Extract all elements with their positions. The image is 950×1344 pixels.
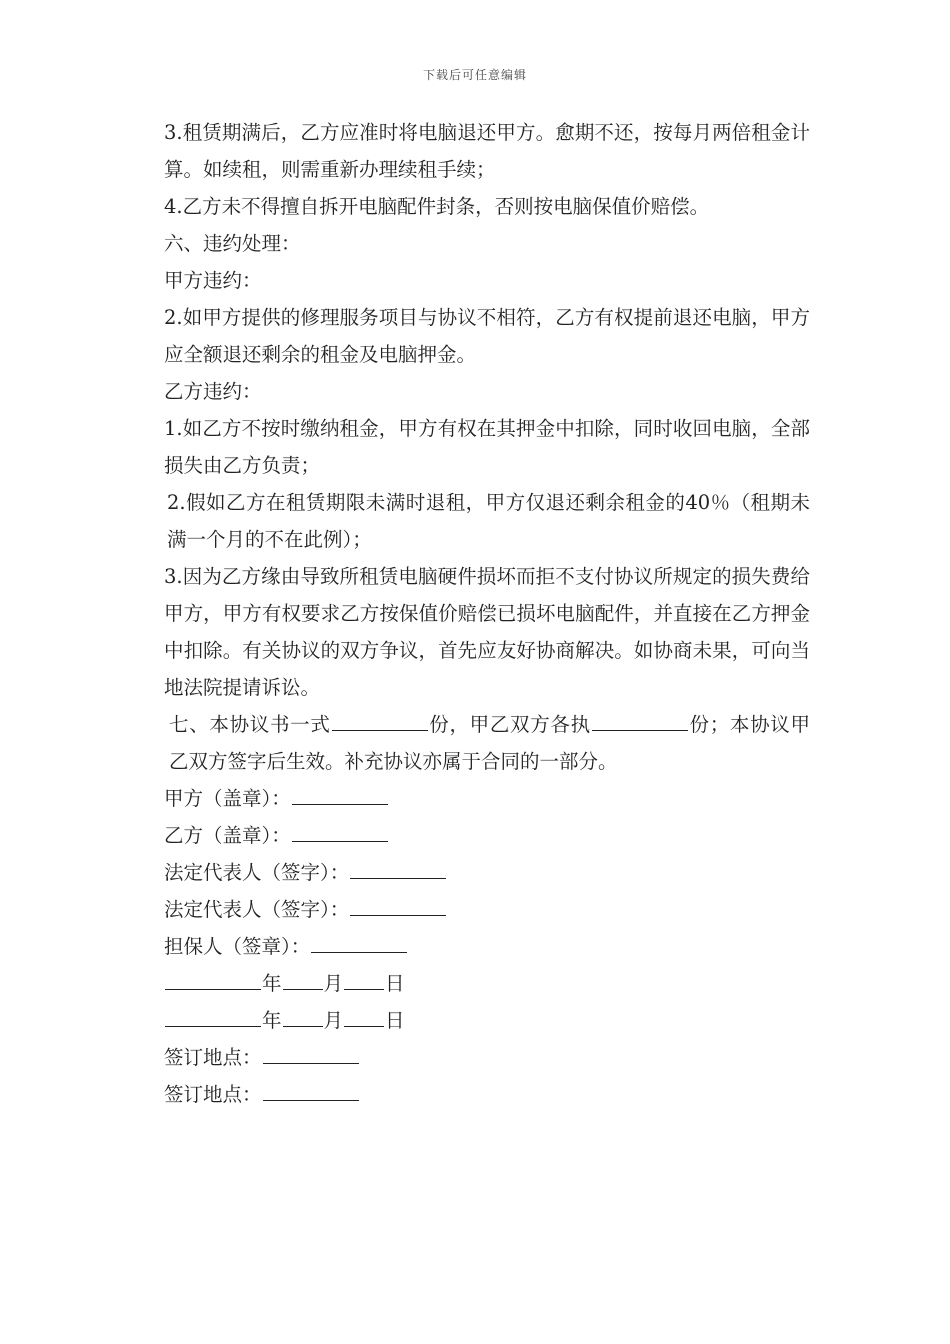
year-blank[interactable] [165,969,261,990]
legal-rep-blank[interactable] [350,895,446,916]
clause-paragraph: 2.假如乙方在租赁期限未满时退租，甲方仅退还剩余租金的40％（租期未满一个月的不在此例）； [167,491,810,551]
page-header: 下载后可任意编辑 [422,68,527,82]
day-label: 日 [385,972,405,995]
clause-paragraph: 3.租赁期满后，乙方应准时将电脑退还甲方。愈期不还，按每月两倍租金计算。如续租，则需重新办理续租手续； [164,121,810,181]
clause-paragraph: 1.如乙方不按时缴纳租金，甲方有权在其押金中扣除，同时收回电脑，全部损失由乙方负责； [164,417,810,477]
signature-line [145,854,810,891]
sub-heading: 乙方违约： [164,380,262,403]
copies-blank[interactable] [332,710,428,731]
year-label: 年 [262,1009,282,1032]
signature-line [145,780,810,817]
signature-line [145,1076,810,1113]
clause-paragraph: 2.如甲方提供的修理服务项目与协议不相符，乙方有权提前退还电脑，甲方应全额退还剩余的租金及电脑押金。 [164,306,810,366]
signature-line [145,928,810,965]
signing-place-label: 签订地点： [164,1083,262,1106]
date-line [145,1002,810,1039]
signature-line [145,817,810,854]
date-line [145,965,810,1002]
signature-line [145,891,810,928]
party-b-seal-label: 乙方（盖章）： [164,824,291,847]
party-a-seal-blank[interactable] [292,784,388,805]
sub-heading: 甲方违约： [164,269,262,292]
signing-place-blank[interactable] [263,1043,359,1064]
day-blank[interactable] [344,1006,384,1027]
year-label: 年 [262,972,282,995]
day-label: 日 [385,1009,405,1032]
signing-place-blank[interactable] [263,1080,359,1101]
signature-line [145,1039,810,1076]
month-label: 月 [323,1009,344,1032]
day-blank[interactable] [344,969,384,990]
month-label: 月 [323,972,344,995]
each-copies-blank[interactable] [592,710,688,731]
clause-paragraph: 3.因为乙方缘由导致所租赁电脑硬件损坏而拒不支付协议所规定的损失费给甲方，甲方有权要求乙方按保值价赔偿已损坏电脑配件，并直接在乙方押金中扣除。有关协议的双方争议，首先应友好协商解决。如协商未果，可向当地法院提请诉讼。 [164,565,810,699]
document-body [145,114,810,1113]
section-heading: 六、违约处理： [164,232,301,255]
guarantor-label: 担保人（签章）： [164,935,311,958]
month-blank[interactable] [283,1006,323,1027]
party-a-seal-label: 甲方（盖章）： [164,787,291,810]
legal-rep-label: 法定代表人（签字）： [164,898,350,921]
clause-seven-text: 七、本协议书一式 [169,713,331,736]
clause-paragraph: 4.乙方未不得擅自拆开电脑配件封条，否则按电脑保值价赔偿。 [164,195,710,218]
legal-rep-label: 法定代表人（签字）： [164,861,350,884]
guarantor-blank[interactable] [311,932,407,953]
clause-seven-text: 份，甲乙双方各执 [428,713,591,736]
party-b-seal-blank[interactable] [292,821,388,842]
year-blank[interactable] [165,1006,261,1027]
month-blank[interactable] [283,969,323,990]
legal-rep-blank[interactable] [350,858,446,879]
clause-seven [145,706,810,780]
signing-place-label: 签订地点： [164,1046,262,1069]
clause-seven-text: 份；本协议甲乙双方签字后生效。补充协议亦属于合同的一部分。 [169,713,810,773]
